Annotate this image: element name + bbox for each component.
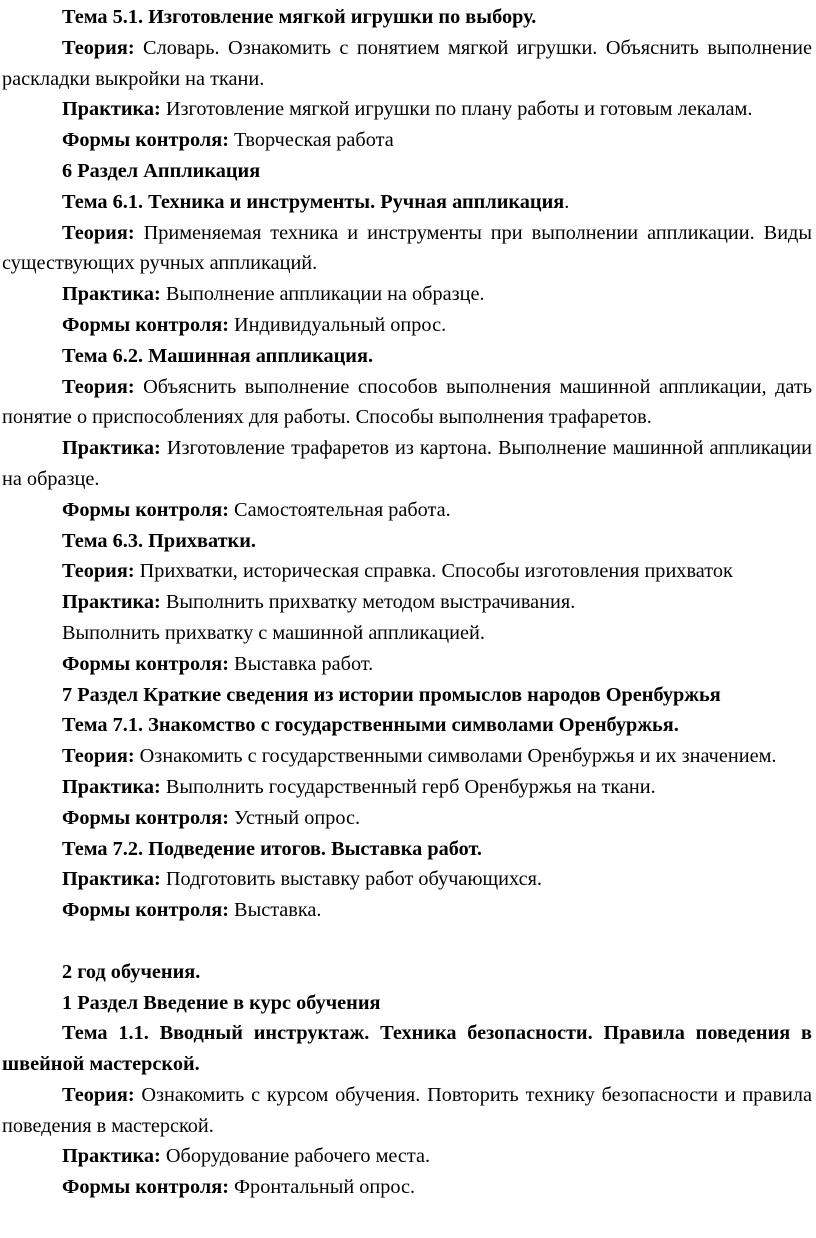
control-paragraph: Формы контроля: Творческая работа <box>62 129 394 152</box>
theory-paragraph: Теория: Ознакомить с курсом обучения. Повторить технику безопасности и правила поведения в мастерской. <box>2 1083 812 1137</box>
section-heading-7: 7 Раздел Краткие сведения из истории промыслов народов Оренбуржья <box>62 683 721 706</box>
practice-paragraph: Практика: Изготовление мягкой игрушки по плану работы и готовым лекалам. <box>62 98 753 121</box>
heading-topic-6-3: Тема 6.3. Прихватки. <box>62 529 256 552</box>
theory-paragraph: Теория: Применяемая техника и инструменты при выполнении аппликации. Виды существующих ручных аппликаций. <box>2 221 812 275</box>
practice-paragraph: Практика: Выполнить государственный герб Оренбуржья на ткани. <box>62 775 656 798</box>
control-paragraph: Формы контроля: Выставка. <box>62 899 322 922</box>
practice-paragraph: Практика: Оборудование рабочего места. <box>62 1145 431 1168</box>
control-paragraph: Формы контроля: Самостоятельная работа. <box>62 498 451 521</box>
practice-paragraph: Практика: Выполнение аппликации на образце. <box>62 283 485 306</box>
theory-paragraph: Теория: Объяснить выполнение способов выполнения машинной аппликации, дать понятие о приспособлениях для работы. Способы выполнения трафаретов. <box>2 375 812 429</box>
practice-paragraph: Практика: Изготовление трафаретов из картона. Выполнение машинной аппликации на образце. <box>2 437 812 490</box>
section-heading-1: 1 Раздел Введение в курс обучения <box>62 991 381 1014</box>
blank-line <box>2 926 812 957</box>
theory-paragraph: Теория: Прихватки, историческая справка. Способы изготовления прихваток <box>62 560 733 583</box>
heading-topic-6-1: Тема 6.1. Техника и инструменты. Ручная аппликация. <box>62 190 570 213</box>
heading-topic-7-2: Тема 7.2. Подведение итогов. Выставка работ. <box>62 837 483 860</box>
practice-paragraph: Практика: Подготовить выставку работ обучающихся. <box>62 868 542 891</box>
section-heading-6: 6 Раздел Аппликация <box>62 159 261 182</box>
heading-topic-5-1: Тема 5.1. Изготовление мягкой игрушки по выбору. <box>62 6 537 28</box>
control-paragraph: Формы контроля: Выставка работ. <box>62 652 374 675</box>
control-paragraph: Формы контроля: Устный опрос. <box>62 806 361 829</box>
heading-topic-6-2: Тема 6.2. Машинная аппликация. <box>62 344 374 367</box>
practice-paragraph: Практика: Выполнить прихватку методом выстрачивания. <box>62 591 576 614</box>
control-paragraph: Формы контроля: Фронтальный опрос. <box>62 1176 416 1199</box>
heading-topic-7-1: Тема 7.1. Знакомство с государственными символами Оренбуржья. <box>62 714 679 737</box>
plain-paragraph: Выполнить прихватку с машинной аппликацией. <box>62 621 485 644</box>
control-paragraph: Формы контроля: Индивидуальный опрос. <box>62 313 447 336</box>
theory-paragraph: Теория: Словарь. Ознакомить с понятием мягкой игрушки. Объяснить выполнение раскладки выкройки на ткани. <box>2 36 812 90</box>
heading-topic-1-1: Тема 1.1. Вводный инструктаж. Техника безопасности. Правила поведения в швейной мастерской. <box>2 1022 812 1076</box>
year-heading: 2 год обучения. <box>62 960 201 983</box>
theory-paragraph: Теория: Ознакомить с государственными символами Оренбуржья и их значением. <box>62 745 777 768</box>
